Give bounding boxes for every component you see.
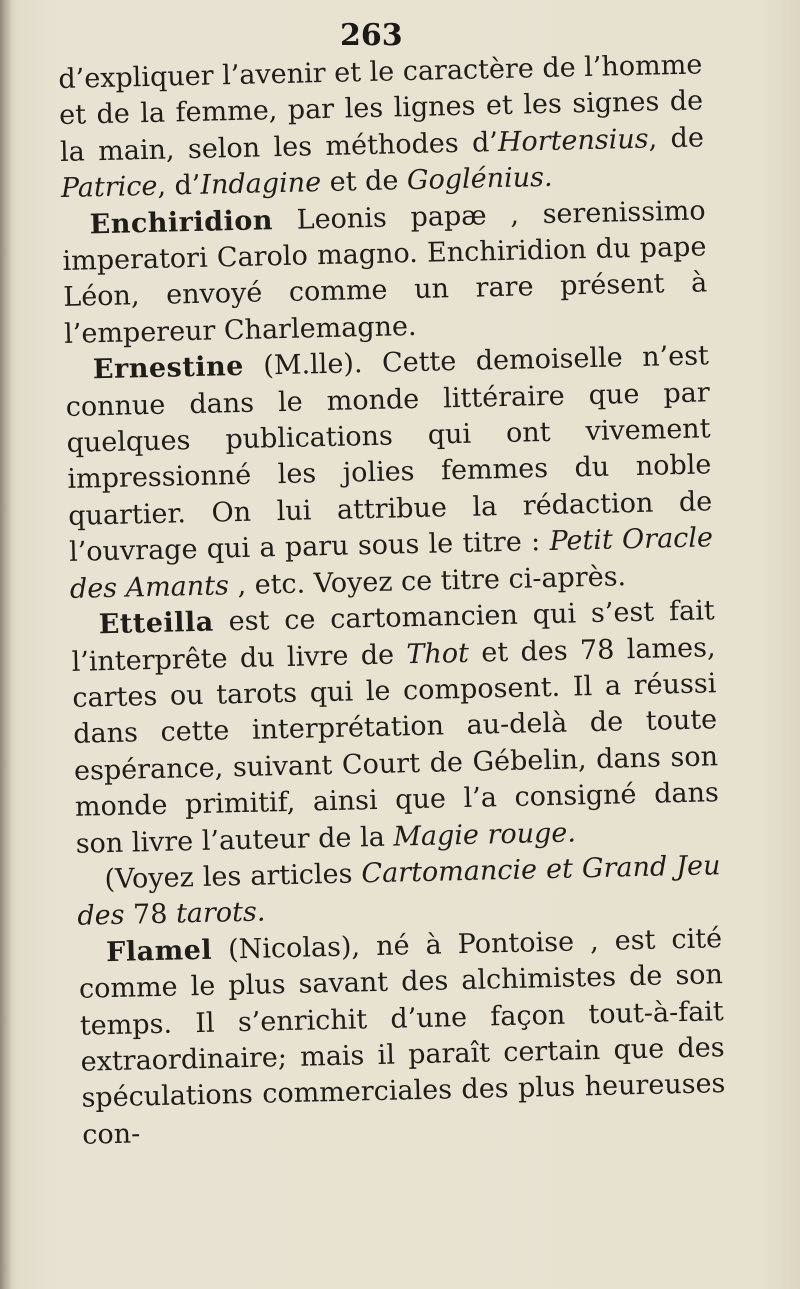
body-text: et de [320,165,408,199]
body-text: (M.lle). Cette demoiselle n’est connue dans le monde littéraire que par quelques publications qui ont vivement impressionné les jolies femmes du noble quartier. On lui attribue la rédaction de l’ouvrage qui a paru sous le titre : [65,340,713,569]
italic-text: Indagine [200,167,322,202]
italic-text: tarots. [175,896,266,930]
body-text: 78 [124,898,177,932]
entry-heading: Ernestine [92,351,245,386]
book-gutter-shadow [0,0,12,1289]
body-text: est ce cartomancien qui s’est fait l’interprête du livre de [71,595,715,678]
paragraph [65,339,715,608]
body-text: Leonis papæ , serenissimo imperatori Carolo magno. Enchiridion du pape Léon, envoyé comme un rare présent à l’empereur Charlemagne. [62,194,708,350]
entry-heading: Enchiridion [89,204,274,240]
italic-text: Goglénius. [406,162,553,197]
italic-text: Patrice [60,170,158,205]
page-number: 263 [340,18,403,53]
italic-text: Petit Oracle des Amants [69,522,714,605]
body-text: (Voyez les articles [104,858,362,896]
paragraph [78,921,727,1154]
body-text: , etc. Voyez ce titre ci-après. [228,560,627,601]
paragraph [61,193,708,353]
italic-text: Magie rouge. [392,816,577,853]
paragraph [70,593,720,862]
entry-heading: Flamel [105,934,213,968]
body-text: d’expliquer l’avenir et le caractère de l’homme et de la femme, par les lignes et les signes de la main, selon les méthodes d’ [58,49,704,168]
entry-heading: Etteilla [98,606,215,641]
body-text: , de [648,122,705,155]
body-text: (Nicolas), né à Pontoise , est cité comme le plus savant des alchimistes de son temps. Il s’enrichit d’une façon tout-à-fait extraordinaire; mais il paraît certain que des spéculations commerciales des plus heureuses con- [78,922,726,1151]
paragraph [58,47,705,207]
body-text: et des 78 lames, cartes ou tarots qui le composent. Il a réussi dans cette interprétation au-delà de toute espérance, suivant Court de Gébelin, dans son monde primitif, ainsi que l’a consigné dans son livre l’auteur de la [72,631,720,860]
italic-text: Thot [406,637,470,670]
body-text: , d’ [157,170,201,202]
italic-text: Cartomancie et Grand Jeu des [77,850,721,933]
page-text-body [58,47,727,1154]
italic-text: Hortensius [497,123,649,158]
